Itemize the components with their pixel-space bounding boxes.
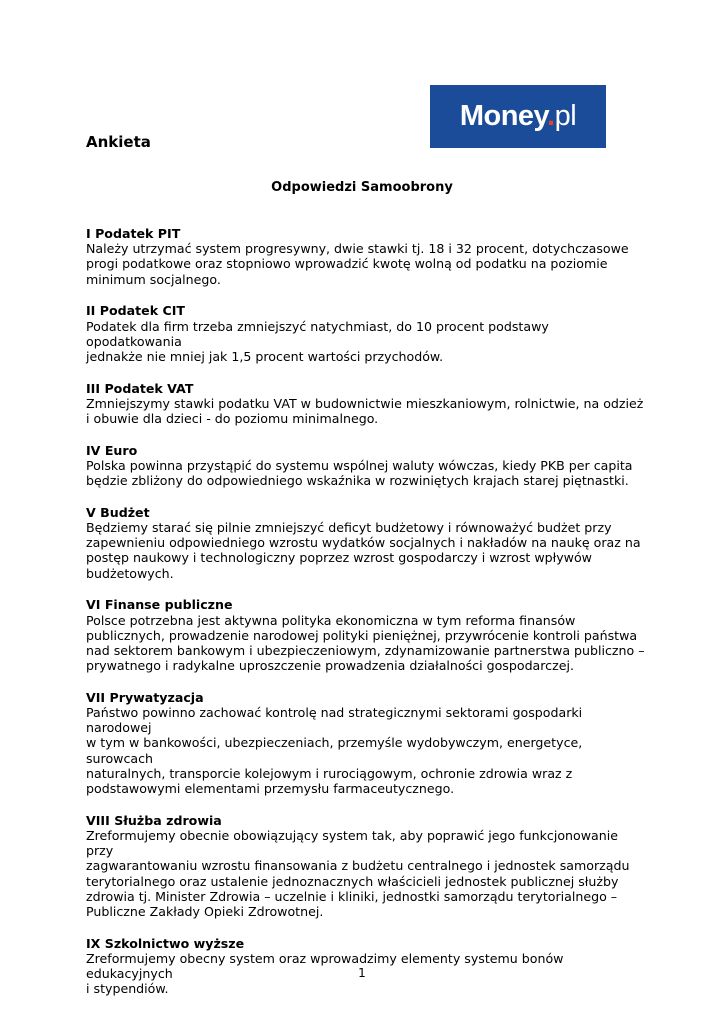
section-body-line: Publiczne Zakłady Opieki Zdrowotnej. <box>86 904 324 920</box>
section-body-line: Zmniejszymy stawki podatku VAT w budownictwie mieszkaniowym, rolnictwie, na odzież <box>86 395 644 411</box>
section-body-line: minimum socjalnego. <box>86 271 221 287</box>
section-body <box>86 705 646 796</box>
section-body-line: prywatnego i radykalne uproszczenie prowadzenia działalności gospodarczej. <box>86 658 574 674</box>
section-body-line: progi podatkowe oraz stopniowo wprowadzić kwotę wolną od podatku na poziomie <box>86 256 608 272</box>
section-heading: I Podatek PIT <box>86 226 181 241</box>
logo-suffix: pl <box>554 100 577 132</box>
section-body-line: naturalnych, transporcie kolejowym i rurociągowym, ochronie zdrowia wraz z <box>86 765 573 781</box>
section <box>86 381 646 427</box>
section-body <box>86 613 646 674</box>
section-heading: IX Szkolnictwo wyższe <box>86 935 245 951</box>
section-heading: III Podatek VAT <box>86 380 194 396</box>
section-body <box>86 241 646 287</box>
section-body-line: zdrowia tj. Minister Zdrowia – uczelnie i kliniki, jednostki samorządu terytorialnego – <box>86 888 618 904</box>
section-body-line: Polska powinna przystąpić do systemu wspólnej waluty wówczas, kiedy PKB per capita <box>86 457 633 473</box>
section <box>86 303 646 364</box>
section-body-line: Należy utrzymać system progresywny, dwie stawki tj. 18 i 32 procent, dotychczasowe <box>86 241 629 257</box>
section <box>86 690 646 796</box>
section-body-line: jednakże nie mniej jak 1,5 procent wartości przychodów. <box>86 348 444 364</box>
section-body-line: terytorialnego oraz ustalenie jednoznacznych właścicieli jednostek publicznej służby <box>86 873 619 889</box>
section-heading: VI Finanse publiczne <box>86 597 233 613</box>
page-number: 1 <box>358 966 366 980</box>
document-subtitle: Odpowiedzi Samoobrony <box>271 180 453 195</box>
section-body-line: Będziemy starać się pilnie zmniejszyć deficyt budżetowy i równoważyć budżet przy <box>86 520 612 536</box>
section-heading: II Podatek CIT <box>86 303 185 319</box>
section <box>86 443 646 489</box>
section-body-line: zagwarantowaniu wzrostu finansowania z budżetu centralnego i jednostek samorządu <box>86 858 630 874</box>
section-heading: IV Euro <box>86 442 138 458</box>
section-heading: V Budżet <box>86 504 150 520</box>
section-body-line: Zreformujemy obecnie obowiązujący system tak, aby poprawić jego funkcjonowanie przy <box>86 828 618 859</box>
section <box>86 226 646 287</box>
section-heading: VIII Służba zdrowia <box>86 812 222 828</box>
section-body-line: nad sektorem bankowym i ubezpieczeniowym, zdynamizowanie partnerstwa publiczno – <box>86 642 645 658</box>
section-body-line: Państwo powinno zachować kontrolę nad strategicznymi sektorami gospodarki narodowej <box>86 705 583 736</box>
section <box>86 597 646 673</box>
section <box>86 505 646 581</box>
section-body-line: będzie zbliżony do odpowiedniego wskaźnika w rozwiniętych krajach starej piętnastki. <box>86 473 629 489</box>
section <box>86 813 646 919</box>
logo-text <box>460 100 576 133</box>
money-pl-logo <box>430 85 606 148</box>
section-body <box>86 520 646 581</box>
section-heading: VII Prywatyzacja <box>86 689 204 705</box>
section-body-line: Zreformujemy obecny system oraz wprowadzimy elementy systemu bonów edukacyjnych <box>86 950 564 982</box>
section-body-line: w tym w bankowości, ubezpieczeniach, przemyśle wydobywczym, energetyce, surowcach <box>86 735 583 766</box>
section-body-line: postęp naukowy i technologiczny poprzez wzrost gospodarczy i wzrost wpływów <box>86 550 592 566</box>
section-body-line: Podatek dla firm trzeba zmniejszyć natychmiast, do 10 procent podstawy opodatkowania <box>86 318 549 349</box>
section-body-line: publicznych, prowadzenie narodowej polityki pieniężnej, przywrócenie kontroli państwa <box>86 627 638 643</box>
section-body-line: budżetowych. <box>86 565 174 581</box>
section-body-line: i stypendiów. <box>86 981 169 997</box>
section-body <box>86 319 646 365</box>
section-body-line: i obuwie dla dzieci - do poziomu minimalnego. <box>86 411 379 427</box>
section-body <box>86 828 646 919</box>
section-body-line: zapewnieniu odpowiedniego wzrostu wydatków socjalnych i nakładów na naukę oraz na <box>86 535 641 551</box>
section-body <box>86 458 646 488</box>
page-title: Ankieta <box>86 133 151 151</box>
logo-name: Money <box>459 100 548 132</box>
logo-dot: . <box>547 100 555 132</box>
section-body-line: Polsce potrzebna jest aktywna polityka ekonomiczna w tym reforma finansów <box>86 612 576 628</box>
section-body-line: podstawowymi elementami przemysłu farmaceutycznego. <box>86 781 455 797</box>
sections-container <box>86 226 646 1013</box>
section-body <box>86 396 646 426</box>
